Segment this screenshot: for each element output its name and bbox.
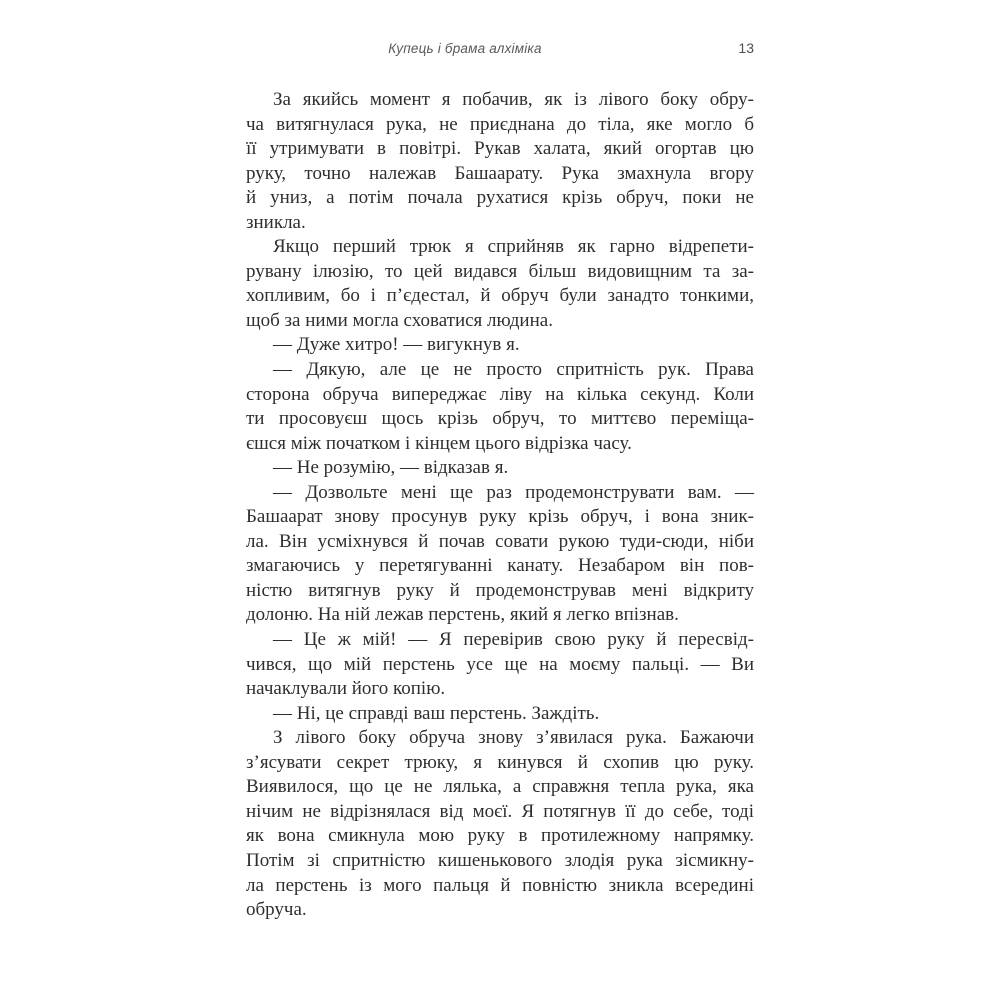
page-number: 13: [738, 40, 754, 56]
text-line: — Дуже хитро! — вигукнув я.: [273, 334, 520, 356]
text-line: ністю витягнув руку й продемонстрував мені відкриту: [246, 579, 754, 601]
chapter-title: Купець і брама алхіміка: [388, 41, 542, 56]
text-line: Виявилося, що це не лялька, а справжня тепла рука, яка: [246, 776, 754, 798]
text-line: За якийсь момент я побачив, як із лівого боку обру-: [273, 89, 754, 110]
text-line: — Не розумію, — відказав я.: [273, 457, 509, 479]
paragraph: [246, 88, 754, 235]
paragraph: [246, 456, 754, 481]
paragraph: [246, 628, 754, 702]
text-line: чився, що мій перстень усе ще на моєму пальці. — Ви: [246, 653, 754, 675]
text-line: зникла.: [246, 211, 306, 233]
paragraph: [246, 235, 754, 333]
text-line: єшся між початком і кінцем цього відрізка часу.: [246, 432, 632, 454]
body-text: [246, 88, 754, 923]
text-line: Башаарат знову просунув руку крізь обруч, і вона зник-: [246, 506, 754, 528]
text-line: ча витягнулася рука, не приєднана до тіла, яке могло б: [246, 113, 754, 135]
text-line: долоню. На ній лежав перстень, який я легко впізнав.: [246, 604, 679, 626]
text-line: її утримувати в повітрі. Рукав халата, який огортав цю: [246, 138, 754, 160]
text-line: начаклували його копію.: [246, 678, 446, 700]
text-line: — Це ж мій! — Я перевірив свою руку й пересвід-: [273, 629, 754, 651]
text-line: як вона смикнула мою руку в протилежному напрямку.: [246, 825, 754, 847]
text-line: — Дякую, але це не просто спритність рук. Права: [273, 359, 754, 381]
paragraph: [246, 702, 754, 727]
text-line: обруча.: [246, 899, 307, 921]
text-line: нічим не відрізнялася від моєї. Я потягнув її до себе, тоді: [246, 800, 754, 822]
text-line: з’ясувати секрет трюку, я кинувся й схопив цю руку.: [246, 751, 754, 773]
paragraph: [246, 481, 754, 628]
text-line: руку, точно належав Башаарату. Рука змахнула вгору: [246, 162, 754, 184]
text-line: змагаючись у перетягуванні канату. Незабаром він пов-: [246, 555, 754, 577]
text-line: — Дозвольте мені ще раз продемонструвати вам. —: [273, 481, 754, 503]
text-line: й униз, а потім почала рухатися крізь обруч, поки не: [246, 187, 754, 209]
paragraph: [246, 358, 754, 456]
paragraph: [246, 333, 754, 358]
text-line: ла. Він усміхнувся й почав совати рукою туди-сюди, ніби: [246, 530, 754, 552]
text-line: З лівого боку обруча знову з’явилася рука. Бажаючи: [273, 727, 754, 749]
text-line: Потім зі спритністю кишенькового злодія рука зісмикну-: [246, 849, 754, 871]
text-line: сторона обруча випереджає ліву на кілька секунд. Коли: [246, 383, 754, 405]
text-line: ти просовуєш щось крізь обруч, то миттєво переміща-: [246, 408, 754, 430]
text-line: щоб за ними могла сховатися людина.: [246, 309, 553, 331]
paragraph: [246, 726, 754, 922]
text-line: — Ні, це справді ваш перстень. Заждіть.: [273, 702, 600, 724]
text-line: хопливим, бо і п’єдестал, й обруч були занадто тонкими,: [246, 285, 754, 307]
running-header: [246, 40, 754, 60]
text-line: рувану ілюзію, то цей видався більш видовищним та за-: [246, 260, 754, 282]
text-line: ла перстень із мого пальця й повністю зникла всередині: [246, 874, 754, 896]
text-line: Якщо перший трюк я сприйняв як гарно відрепети-: [273, 236, 754, 258]
